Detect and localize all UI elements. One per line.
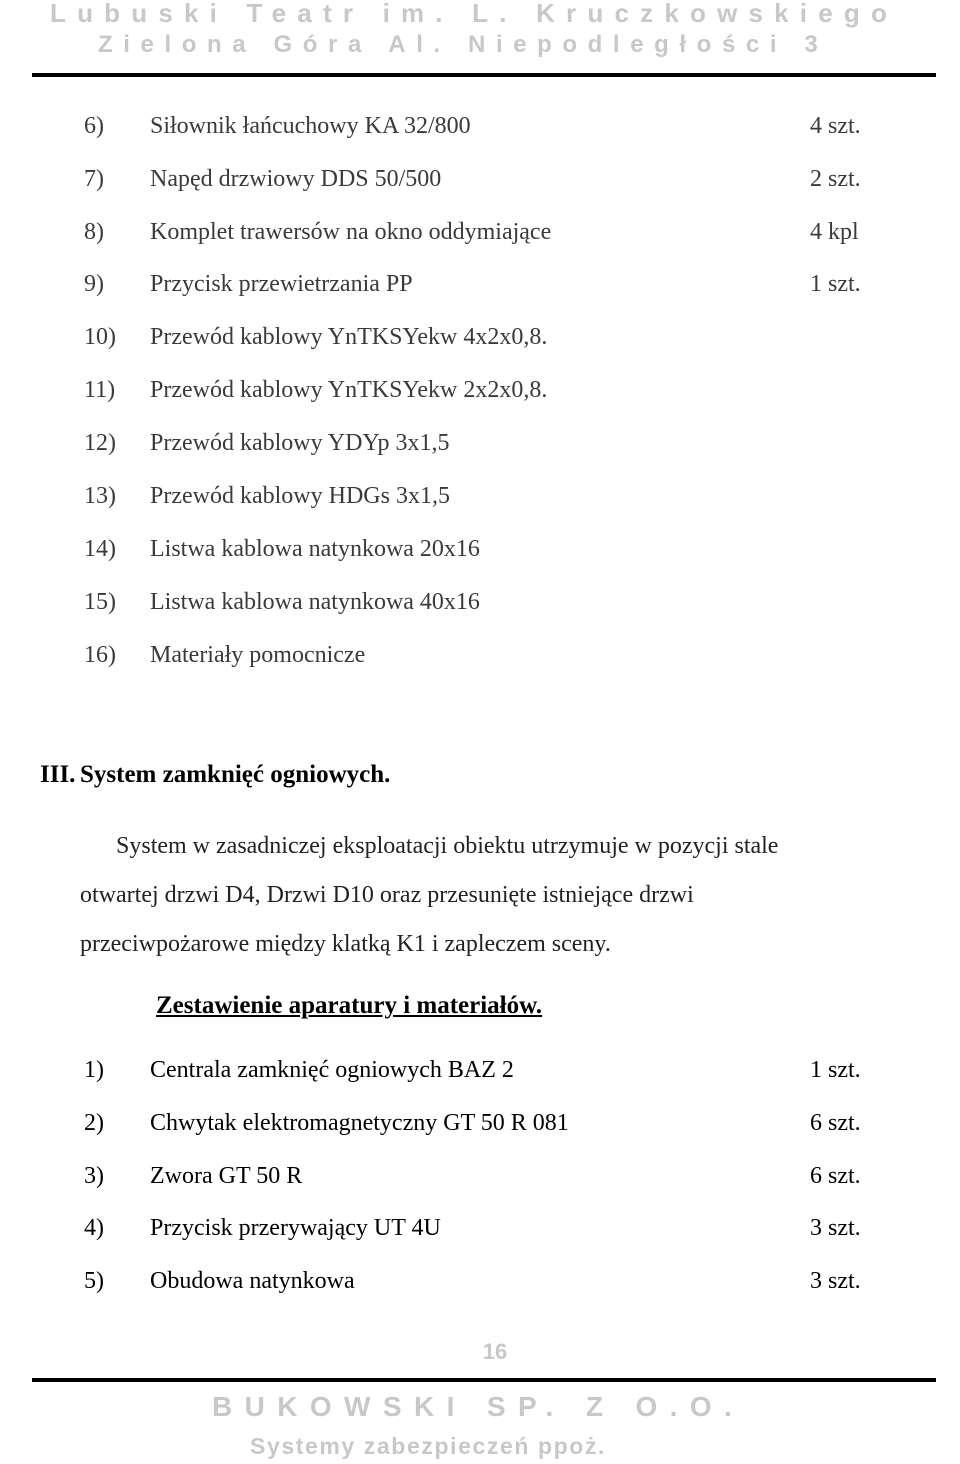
- page-number: 16: [482, 1339, 508, 1364]
- list-item: 14) Listwa kablowa natynkowa 20x16: [84, 536, 480, 562]
- paragraph-line: przeciwpożarowe między klatką K1 i zapleczem sceny.: [80, 931, 611, 957]
- list-item: 10) Przewód kablowy YnTKSYekw 4x2x0,8.: [84, 324, 548, 350]
- header-theatre-name: Lubuski Teatr im. L. Kruczkowskiego: [50, 0, 899, 28]
- footer-rule: [32, 1378, 936, 1382]
- paragraph-line: System w zasadniczej eksploatacji obiektu utrzymuje w pozycji stale: [116, 833, 779, 859]
- list-item: 6) Siłownik łańcuchowy KA 32/800 4 szt.: [84, 113, 861, 139]
- list-item: 9) Przycisk przewietrzania PP 1 szt.: [84, 271, 861, 297]
- list-item: 4) Przycisk przerywający UT 4U 3 szt.: [84, 1215, 861, 1241]
- list-item: 12) Przewód kablowy YDYp 3x1,5: [84, 430, 450, 456]
- section-number: III.: [40, 761, 76, 788]
- paragraph-line: otwartej drzwi D4, Drzwi D10 oraz przesunięte istniejące drzwi: [80, 882, 694, 908]
- section-paragraph: [80, 822, 890, 969]
- section-title: System zamknięć ogniowych.: [80, 761, 391, 788]
- list-item: 13) Przewód kablowy HDGs 3x1,5: [84, 483, 450, 509]
- header-address: Zielona Góra Al. Niepodległości 3: [98, 31, 829, 58]
- list-item: 1) Centrala zamknięć ogniowych BAZ 2 1 szt.: [84, 1057, 861, 1083]
- footer-company-tagline: Systemy zabezpieczeń ppoż.: [250, 1433, 607, 1459]
- list-item: 3) Zwora GT 50 R 6 szt.: [84, 1163, 861, 1189]
- footer-company-name: BUKOWSKI SP. Z O.O.: [212, 1391, 745, 1422]
- header-rule: [32, 73, 936, 77]
- list-item: 16) Materiały pomocnicze: [84, 642, 366, 668]
- list-item: 2) Chwytak elektromagnetyczny GT 50 R 081 6 szt.: [84, 1110, 861, 1136]
- list-item: 11) Przewód kablowy YnTKSYekw 2x2x0,8.: [84, 377, 548, 403]
- list-item: 15) Listwa kablowa natynkowa 40x16: [84, 589, 480, 615]
- list-item: 5) Obudowa natynkowa 3 szt.: [84, 1268, 861, 1294]
- list-item: 7) Napęd drzwiowy DDS 50/500 2 szt.: [84, 166, 861, 192]
- materials-subheading: Zestawienie aparatury i materiałów.: [156, 992, 543, 1019]
- list-item: 8) Komplet trawersów na okno oddymiające 4 kpl: [84, 219, 859, 245]
